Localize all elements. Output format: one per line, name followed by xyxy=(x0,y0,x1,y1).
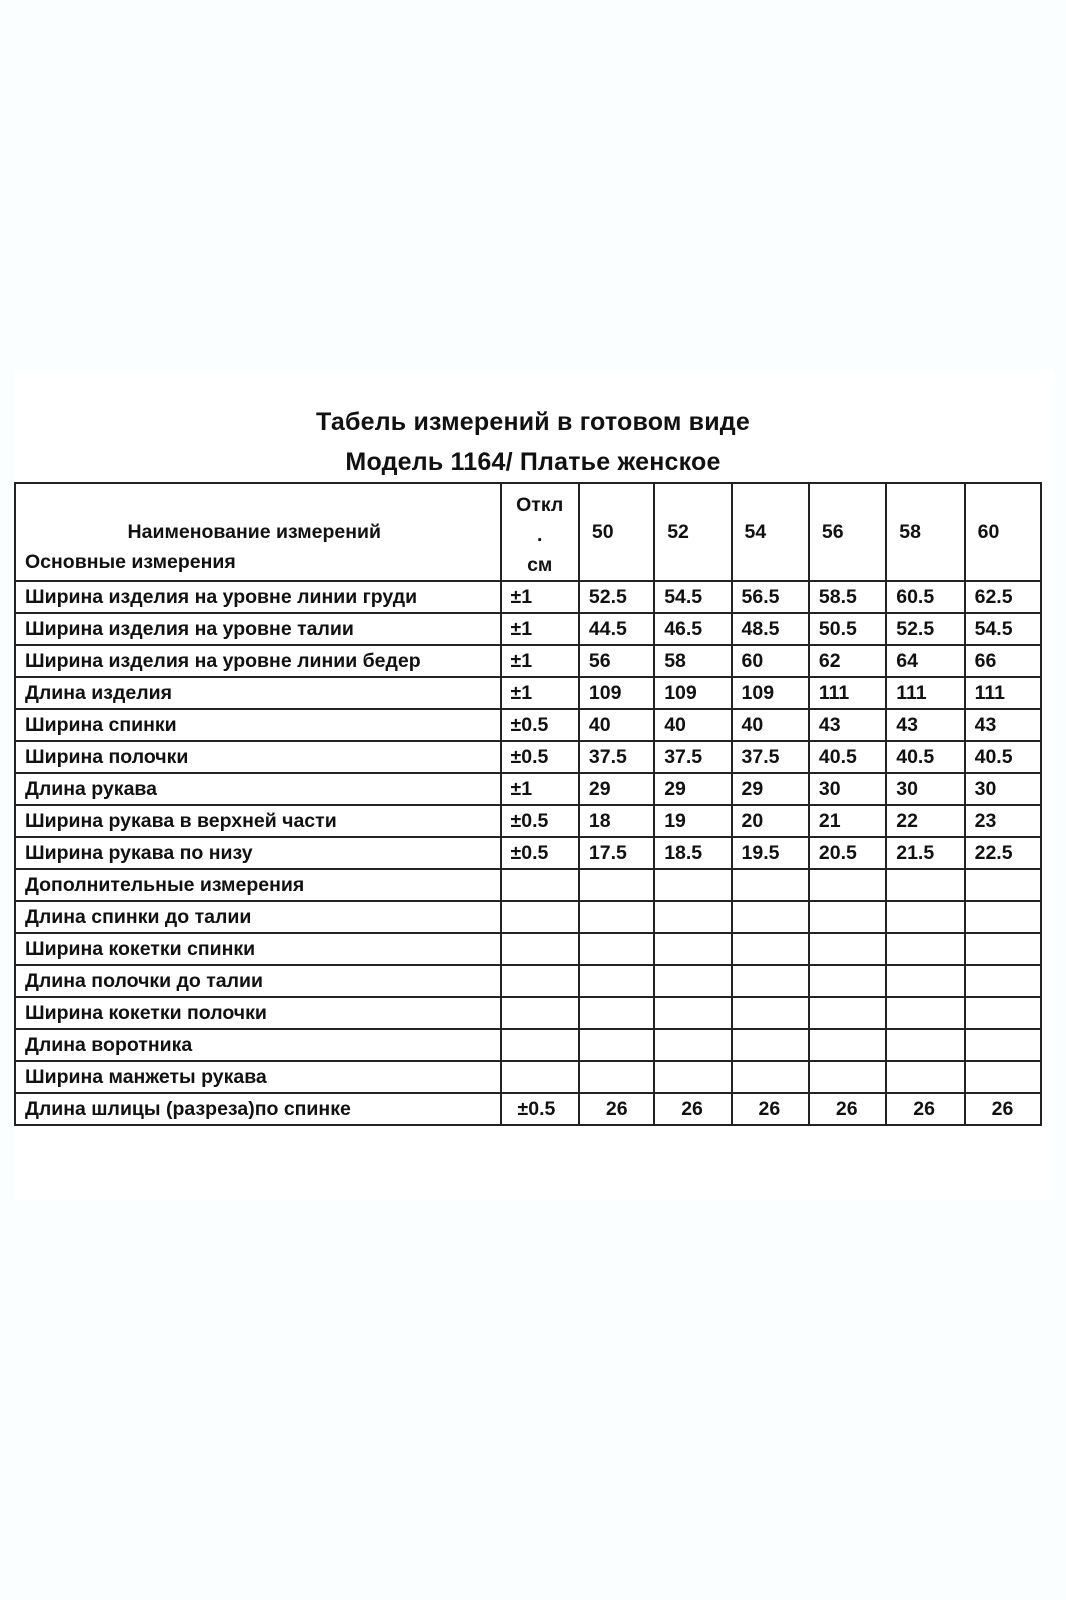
size-value-cell: 44.5 xyxy=(579,613,654,645)
size-value-cell xyxy=(886,869,964,901)
size-value-cell: 26 xyxy=(965,1093,1041,1125)
size-value-cell xyxy=(965,933,1041,965)
size-value-cell: 29 xyxy=(732,773,809,805)
size-value-cell xyxy=(809,933,886,965)
size-value-cell: 22 xyxy=(886,805,964,837)
size-value-cell: 62.5 xyxy=(965,581,1041,613)
size-value-cell: 52.5 xyxy=(579,581,654,613)
size-value-cell xyxy=(809,901,886,933)
size-value-cell: 56.5 xyxy=(732,581,809,613)
tolerance-cell: ±1 xyxy=(501,613,579,645)
tolerance-cell: ±0.5 xyxy=(501,805,579,837)
size-value-cell: 43 xyxy=(809,709,886,741)
size-value-cell xyxy=(732,869,809,901)
size-value-cell xyxy=(732,901,809,933)
size-value-cell: 20 xyxy=(732,805,809,837)
size-value-cell: 40.5 xyxy=(809,741,886,773)
size-value-cell: 18 xyxy=(579,805,654,837)
size-value-cell xyxy=(654,997,731,1029)
table-row xyxy=(15,965,1041,997)
table-row xyxy=(15,773,1041,805)
size-value-cell: 66 xyxy=(965,645,1041,677)
table-row xyxy=(15,837,1041,869)
size-value-cell: 29 xyxy=(654,773,731,805)
size-value-cell: 40 xyxy=(579,709,654,741)
size-value-cell xyxy=(886,1061,964,1093)
size-value-cell xyxy=(732,1061,809,1093)
tolerance-cell: ±0.5 xyxy=(501,709,579,741)
size-value-cell xyxy=(579,933,654,965)
header-tolerance-line: см xyxy=(527,554,553,576)
tolerance-cell: ±1 xyxy=(501,677,579,709)
document-subtitle: Модель 1164/ Платье женское xyxy=(345,448,721,476)
table-row xyxy=(15,645,1041,677)
size-value-cell xyxy=(732,997,809,1029)
measurement-name-cell: Ширина кокетки полочки xyxy=(15,997,501,1029)
size-value-cell: 30 xyxy=(809,773,886,805)
size-value-cell xyxy=(579,1029,654,1061)
size-value-cell xyxy=(965,997,1041,1029)
measurement-name-cell: Ширина изделия на уровне линии бедер xyxy=(15,645,501,677)
measurement-name-cell: Длина изделия xyxy=(15,677,501,709)
tolerance-cell xyxy=(501,933,579,965)
header-tolerance-line: Откл xyxy=(516,494,564,516)
size-value-cell: 40.5 xyxy=(886,741,964,773)
size-value-cell: 30 xyxy=(965,773,1041,805)
size-value-cell: 60.5 xyxy=(886,581,964,613)
table-row xyxy=(15,997,1041,1029)
table-row xyxy=(15,741,1041,773)
size-value-cell: 48.5 xyxy=(732,613,809,645)
size-value-cell: 109 xyxy=(654,677,731,709)
size-value-cell xyxy=(579,997,654,1029)
measurement-name-cell: Ширина полочки xyxy=(15,741,501,773)
size-value-cell: 21 xyxy=(809,805,886,837)
tolerance-cell: ±1 xyxy=(501,645,579,677)
tolerance-cell xyxy=(501,965,579,997)
tolerance-cell xyxy=(501,901,579,933)
tolerance-cell xyxy=(501,869,579,901)
size-value-cell: 19 xyxy=(654,805,731,837)
size-value-cell: 22.5 xyxy=(965,837,1041,869)
size-value-cell: 26 xyxy=(654,1093,731,1125)
header-size-cell: 50 xyxy=(579,483,654,581)
table-row xyxy=(15,1093,1041,1125)
measurement-name-cell: Длина шлицы (разреза)по спинке xyxy=(15,1093,501,1125)
size-value-cell xyxy=(886,997,964,1029)
header-name-cell xyxy=(15,483,501,581)
table-row xyxy=(15,933,1041,965)
measurement-name-cell: Дополнительные измерения xyxy=(15,869,501,901)
size-value-cell xyxy=(886,1029,964,1061)
table-row xyxy=(15,901,1041,933)
size-value-cell: 111 xyxy=(886,677,964,709)
size-value-cell: 23 xyxy=(965,805,1041,837)
table-row xyxy=(15,709,1041,741)
size-value-cell xyxy=(809,1061,886,1093)
size-value-cell: 56 xyxy=(579,645,654,677)
size-value-cell: 18.5 xyxy=(654,837,731,869)
size-value-cell xyxy=(809,997,886,1029)
table-row xyxy=(15,613,1041,645)
header-size-cell: 54 xyxy=(732,483,809,581)
header-main-group-label: Основные измерения xyxy=(25,551,236,573)
size-value-cell xyxy=(579,901,654,933)
header-name-label: Наименование измерений xyxy=(127,520,381,543)
size-value-cell: 109 xyxy=(579,677,654,709)
header-tolerance-cell xyxy=(501,483,579,581)
size-value-cell: 37.5 xyxy=(654,741,731,773)
measurement-name-cell: Ширина изделия на уровне талии xyxy=(15,613,501,645)
size-value-cell xyxy=(654,869,731,901)
size-value-cell: 20.5 xyxy=(809,837,886,869)
size-value-cell: 50.5 xyxy=(809,613,886,645)
size-value-cell: 43 xyxy=(965,709,1041,741)
size-value-cell: 111 xyxy=(965,677,1041,709)
size-value-cell xyxy=(809,965,886,997)
size-value-cell: 43 xyxy=(886,709,964,741)
tolerance-cell xyxy=(501,1061,579,1093)
measurement-name-cell: Ширина рукава по низу xyxy=(15,837,501,869)
tolerance-cell: ±0.5 xyxy=(501,1093,579,1125)
size-value-cell: 30 xyxy=(886,773,964,805)
size-value-cell xyxy=(654,1061,731,1093)
size-value-cell: 40 xyxy=(654,709,731,741)
size-value-cell xyxy=(965,901,1041,933)
size-value-cell xyxy=(579,1061,654,1093)
size-value-cell xyxy=(965,965,1041,997)
table-row xyxy=(15,1061,1041,1093)
measurement-name-cell: Длина спинки до талии xyxy=(15,901,501,933)
size-value-cell: 52.5 xyxy=(886,613,964,645)
measurement-name-cell: Длина рукава xyxy=(15,773,501,805)
size-value-cell: 54.5 xyxy=(965,613,1041,645)
size-value-cell: 58 xyxy=(654,645,731,677)
header-size-cell: 58 xyxy=(886,483,964,581)
size-value-cell xyxy=(886,965,964,997)
size-value-cell: 111 xyxy=(809,677,886,709)
size-value-cell: 54.5 xyxy=(654,581,731,613)
header-size-cell: 60 xyxy=(965,483,1041,581)
measurement-name-cell: Ширина кокетки спинки xyxy=(15,933,501,965)
size-value-cell: 60 xyxy=(732,645,809,677)
size-value-cell: 19.5 xyxy=(732,837,809,869)
table-row xyxy=(15,677,1041,709)
size-value-cell: 40.5 xyxy=(965,741,1041,773)
size-value-cell: 26 xyxy=(579,1093,654,1125)
size-value-cell xyxy=(579,869,654,901)
tolerance-cell xyxy=(501,997,579,1029)
size-value-cell: 21.5 xyxy=(886,837,964,869)
table-row xyxy=(15,805,1041,837)
size-value-cell xyxy=(965,1061,1041,1093)
table-row xyxy=(15,581,1041,613)
size-value-cell: 62 xyxy=(809,645,886,677)
table-row xyxy=(15,869,1041,901)
size-value-cell xyxy=(732,933,809,965)
size-value-cell xyxy=(965,1029,1041,1061)
size-value-cell xyxy=(579,965,654,997)
header-size-cell: 52 xyxy=(654,483,731,581)
size-value-cell: 26 xyxy=(886,1093,964,1125)
size-value-cell: 64 xyxy=(886,645,964,677)
size-value-cell: 37.5 xyxy=(732,741,809,773)
measurement-name-cell: Ширина спинки xyxy=(15,709,501,741)
size-value-cell xyxy=(654,901,731,933)
size-value-cell xyxy=(809,869,886,901)
tolerance-cell: ±0.5 xyxy=(501,741,579,773)
size-value-cell: 40 xyxy=(732,709,809,741)
measurement-name-cell: Ширина рукава в верхней части xyxy=(15,805,501,837)
size-value-cell: 29 xyxy=(579,773,654,805)
size-value-cell: 109 xyxy=(732,677,809,709)
size-value-cell xyxy=(886,901,964,933)
tolerance-cell: ±0.5 xyxy=(501,837,579,869)
size-value-cell: 37.5 xyxy=(579,741,654,773)
header-size-cell: 56 xyxy=(809,483,886,581)
table-header-row xyxy=(15,483,1041,581)
size-value-cell xyxy=(809,1029,886,1061)
size-value-cell: 46.5 xyxy=(654,613,731,645)
measurement-name-cell: Ширина манжеты рукава xyxy=(15,1061,501,1093)
tolerance-cell: ±1 xyxy=(501,581,579,613)
tolerance-cell xyxy=(501,1029,579,1061)
size-value-cell xyxy=(654,1029,731,1061)
size-value-cell xyxy=(965,869,1041,901)
table-body xyxy=(15,581,1041,1125)
measurement-name-cell: Длина воротника xyxy=(15,1029,501,1061)
measurement-name-cell: Длина полочки до талии xyxy=(15,965,501,997)
size-value-cell: 26 xyxy=(732,1093,809,1125)
measurement-name-cell: Ширина изделия на уровне линии груди xyxy=(15,581,501,613)
size-value-cell xyxy=(732,965,809,997)
size-value-cell: 58.5 xyxy=(809,581,886,613)
size-value-cell xyxy=(654,965,731,997)
size-value-cell: 17.5 xyxy=(579,837,654,869)
header-tolerance-line: . xyxy=(536,524,543,546)
size-value-cell xyxy=(732,1029,809,1061)
size-value-cell xyxy=(886,933,964,965)
size-value-cell: 26 xyxy=(809,1093,886,1125)
measurement-table xyxy=(14,482,1042,1126)
tolerance-cell: ±1 xyxy=(501,773,579,805)
size-value-cell xyxy=(654,933,731,965)
document-title: Табель измерений в готовом виде xyxy=(316,408,750,436)
table-row xyxy=(15,1029,1041,1061)
